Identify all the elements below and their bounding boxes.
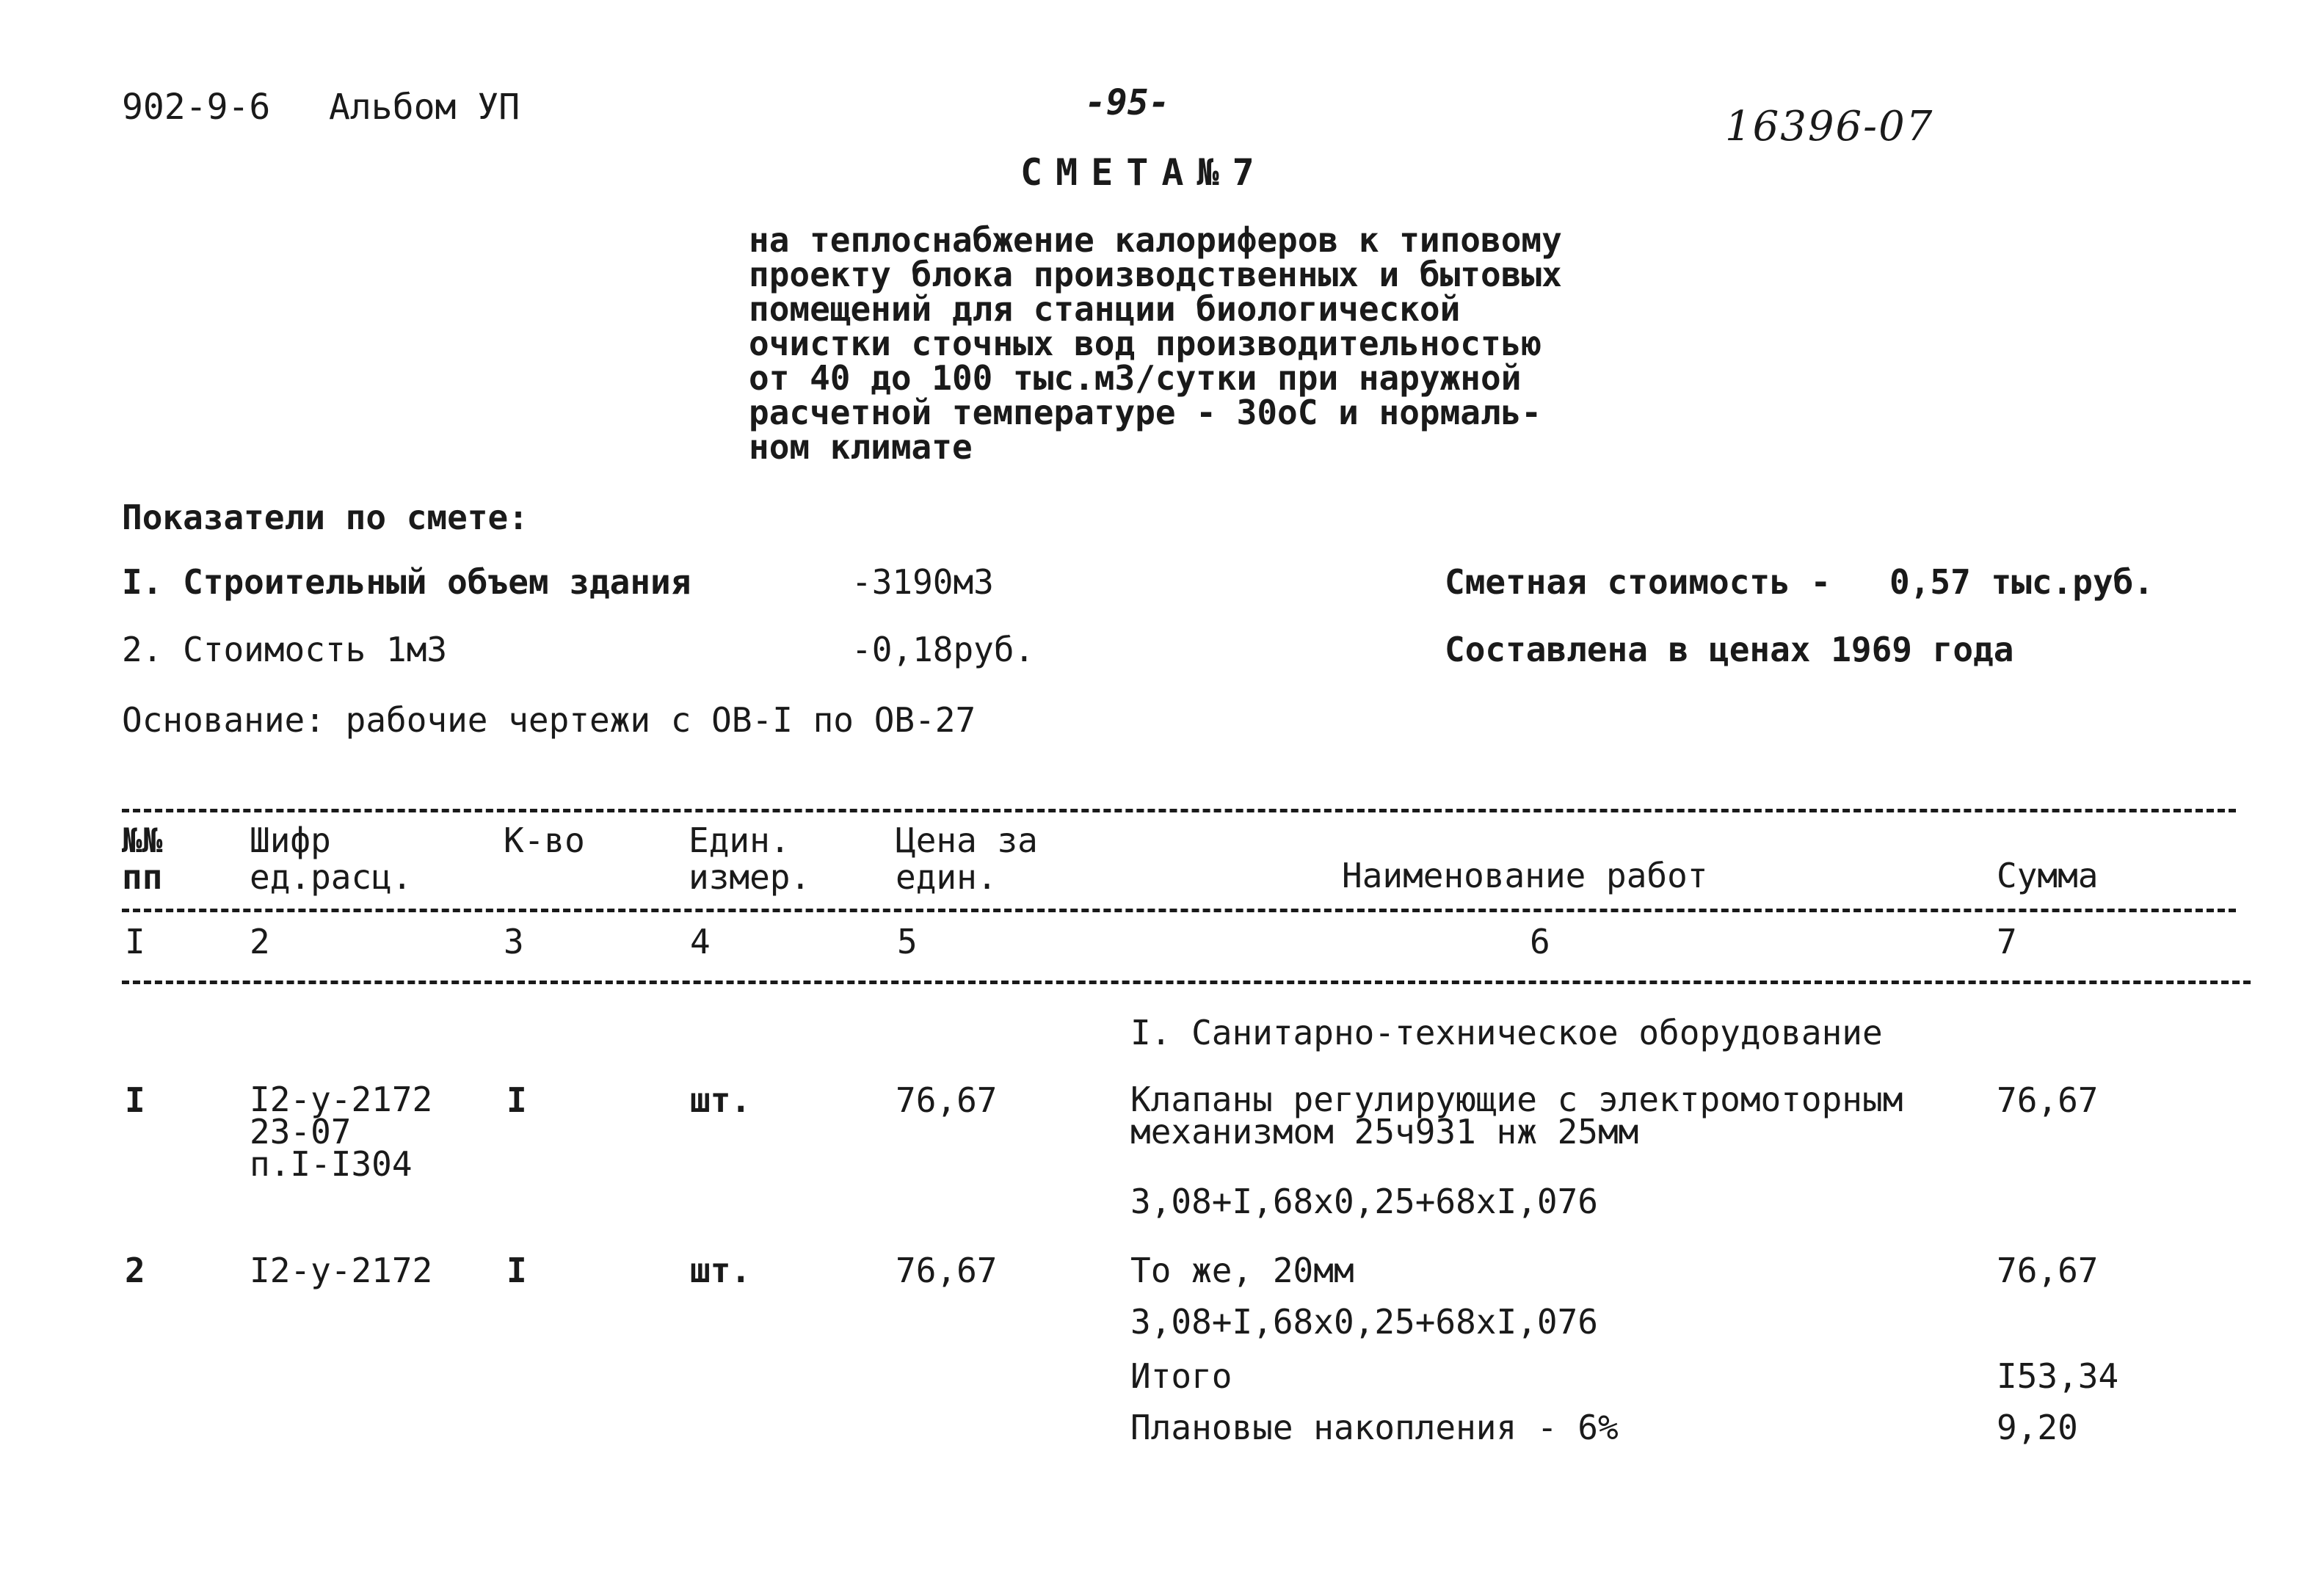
estimate-subtitle: на теплоснабжение калориферов к типовому проекту блока производственных и бытовых помещений для станции биологической очистки сточных вод производительностью от 40 до 100 тыс.м3/сутки при наружной расчетной температуре - 30оС и нормаль- ном климате — [749, 220, 1562, 467]
row-1-formula: 3,08+I,68х0,25+68хI,076 — [1130, 1182, 1598, 1221]
table-top-rule — [122, 809, 2236, 812]
sheet-code: 16396-07 — [1725, 103, 1934, 150]
total-value: I53,34 — [1997, 1356, 2119, 1396]
column-number-5: 5 — [897, 922, 918, 961]
column-number-7: 7 — [1997, 922, 2017, 961]
row-2-sum: 76,67 — [1997, 1251, 2099, 1290]
column-header-code: Шифр ед.расц. — [250, 821, 413, 897]
row-2-number: 2 — [125, 1251, 145, 1290]
column-number-1: I — [125, 922, 145, 961]
column-header-price: Цена за един. — [896, 821, 1038, 897]
column-header-sum: Сумма — [1997, 856, 2099, 895]
column-number-4: 4 — [690, 922, 711, 961]
table-number-rule — [122, 981, 2251, 984]
column-header-number: №№ пп — [122, 821, 163, 897]
row-1-sum: 76,67 — [1997, 1080, 2099, 1120]
basis-line: Основание: рабочие чертежи с ОВ-I по ОВ-27 — [122, 700, 976, 740]
row-1-number: I — [125, 1080, 145, 1120]
indicator-volume-label: I. Строительный объем здания — [122, 562, 691, 602]
row-2-quantity: I — [506, 1251, 527, 1290]
indicator-unit-cost-label: 2. Стоимость 1м3 — [122, 630, 448, 669]
estimated-cost-label: Сметная стоимость - — [1445, 562, 1831, 602]
estimated-cost-value: 0,57 тыс.руб. — [1889, 562, 2154, 602]
indicators-heading: Показатели по смете: — [122, 498, 529, 537]
accrual-value: 9,20 — [1997, 1408, 2078, 1447]
indicator-unit-cost-value: -0,18руб. — [851, 630, 1035, 669]
column-header-name: Наименование работ — [1342, 856, 1708, 895]
column-number-3: 3 — [504, 922, 524, 961]
row-1-unit: шт. — [690, 1080, 752, 1120]
table-header-rule — [122, 909, 2236, 912]
column-number-2: 2 — [250, 922, 270, 961]
row-1-price: 76,67 — [896, 1080, 998, 1120]
document-code: 902-9-6 — [122, 87, 271, 128]
row-1-name: Клапаны регулирующие с электромоторным механизмом 25ч931 нж 25мм — [1130, 1080, 1903, 1152]
row-2-price: 76,67 — [896, 1251, 998, 1290]
total-label: Итого — [1130, 1356, 1232, 1396]
row-1-quantity: I — [506, 1080, 527, 1120]
column-header-unit: Един. измер. — [689, 821, 811, 897]
row-2-name: То же, 20мм — [1130, 1251, 1354, 1290]
row-1-code: I2-у-2172 23-07 п.I-I304 — [250, 1080, 433, 1184]
album-label: Альбом УП — [329, 87, 520, 128]
section-title: I. Санитарно-техническое оборудование — [1130, 1013, 1883, 1052]
prices-year: Составлена в ценах 1969 года — [1445, 630, 2014, 669]
row-2-code: I2-у-2172 — [250, 1251, 433, 1290]
accrual-label: Плановые накопления - 6% — [1130, 1408, 1619, 1447]
row-2-formula: 3,08+I,68х0,25+68хI,076 — [1130, 1302, 1598, 1342]
page-number: -95- — [1085, 82, 1170, 123]
indicator-volume-value: -3190м3 — [851, 562, 994, 602]
estimate-title: СМЕТА№7 — [1020, 151, 1268, 194]
column-header-quantity: К-во — [504, 821, 585, 860]
column-number-6: 6 — [1530, 922, 1550, 961]
row-2-unit: шт. — [690, 1251, 752, 1290]
